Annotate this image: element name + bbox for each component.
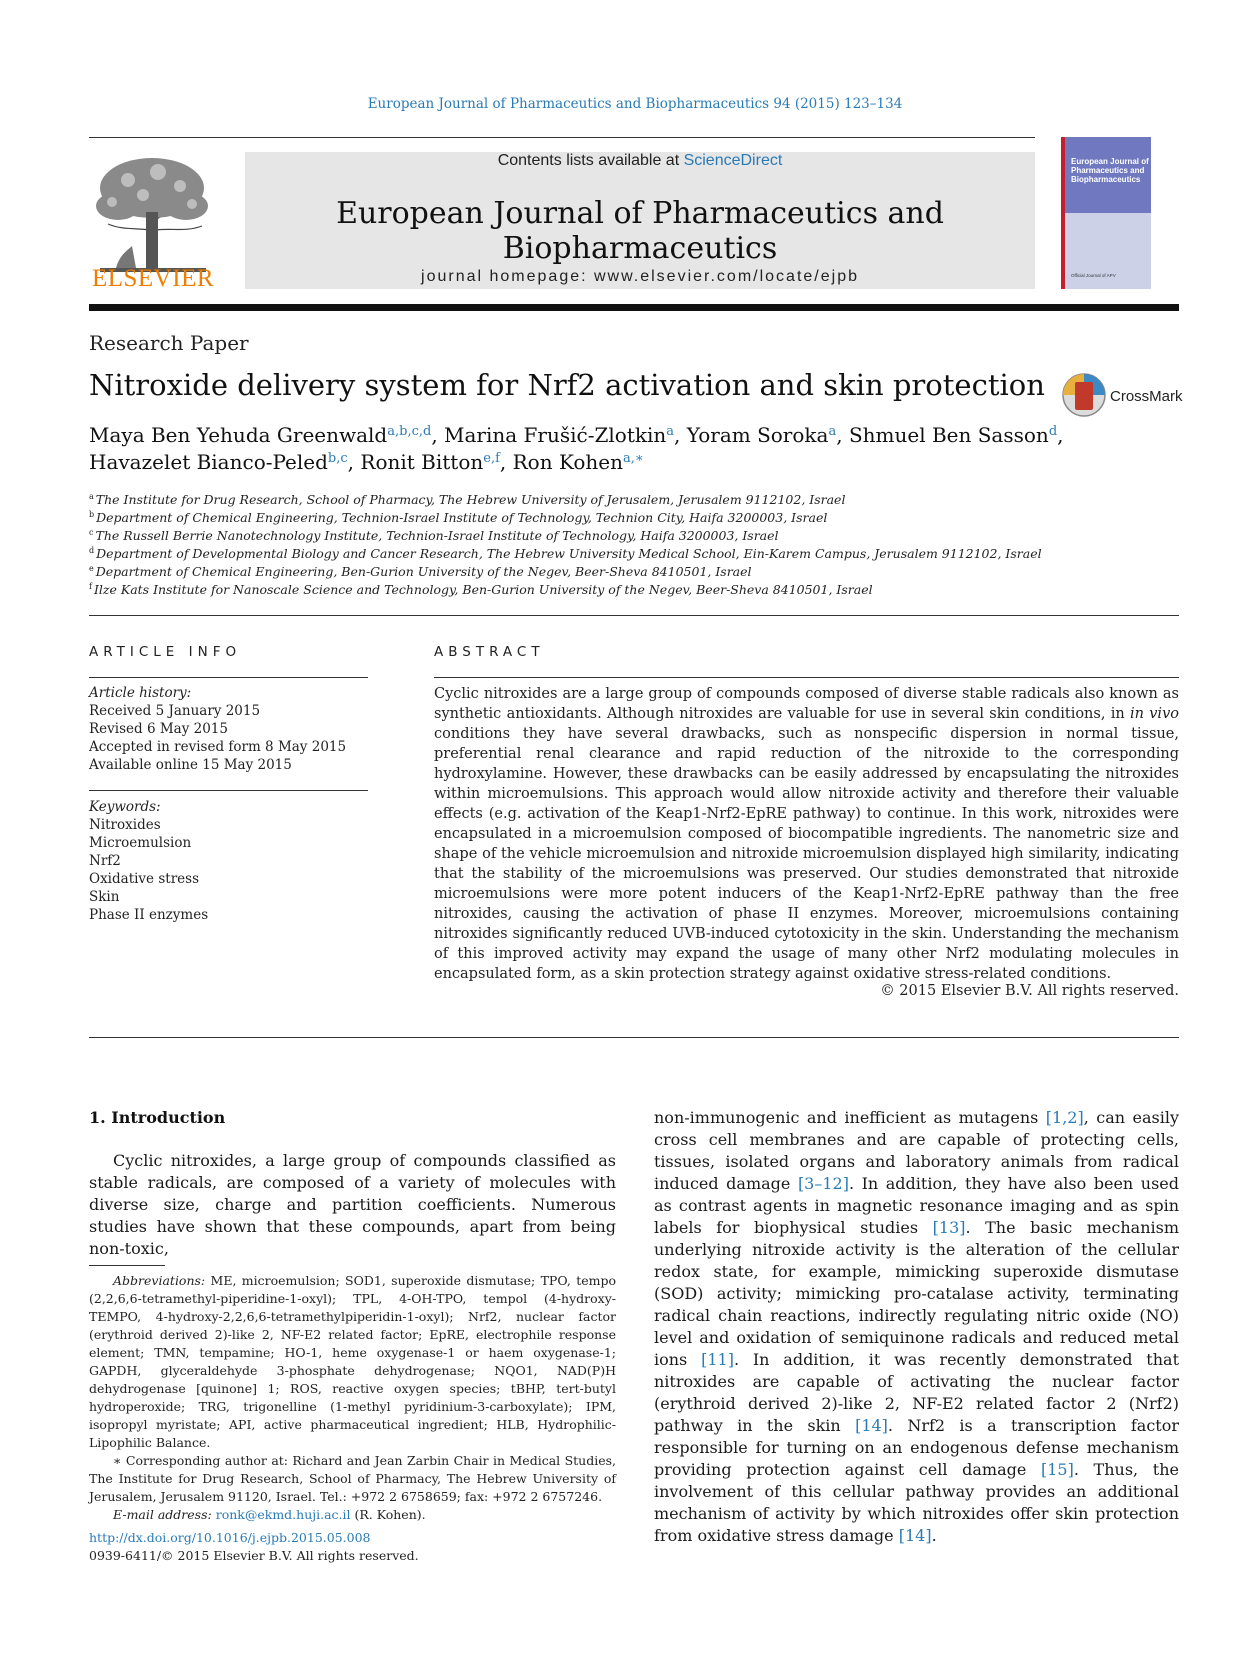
cover-title: European Journal of Pharmaceutics and Biopharmaceutics [1071, 157, 1149, 184]
author-separator: , [347, 450, 361, 474]
divider [434, 677, 1179, 678]
author-affiliation-marks[interactable]: a [666, 424, 675, 439]
intro-text: . Thus, the involvement of this cellular pathway provides an additional mechanism of activity by which nitroxides offer skin protection from oxidative stress damage [654, 1460, 1179, 1545]
affiliation-key: f [89, 582, 92, 591]
keyword: Nrf2 [89, 853, 121, 869]
footnote-email [89, 1506, 616, 1524]
author-list-line-2 [89, 450, 644, 474]
affiliation-key: b [89, 510, 95, 519]
keyword: Phase II enzymes [89, 907, 209, 923]
sciencedirect-link[interactable]: ScienceDirect [683, 152, 783, 169]
affiliation-key: e [89, 564, 94, 573]
article-history [89, 684, 346, 774]
crossmark-icon[interactable] [1061, 372, 1107, 418]
footnotes [89, 1272, 616, 1524]
author-affiliation-marks[interactable]: a [828, 424, 837, 439]
author-affiliation-marks[interactable]: e,f [483, 451, 500, 466]
author-affiliation-marks[interactable]: d [1048, 424, 1058, 439]
keywords-list [89, 798, 208, 924]
affiliation-key: c [89, 528, 94, 537]
email-link[interactable]: ronk@ekmd.huji.ac.il [215, 1507, 351, 1522]
citation-link[interactable]: [14] [898, 1526, 932, 1545]
header-top-rule [89, 137, 1035, 138]
intro-text: . Nrf2 is a transcription factor responsible for turning on an endogenous defense mechanism providing protection against cell damage [654, 1416, 1179, 1479]
author-name[interactable]: Marina Frušić-Zlotkin [444, 423, 667, 447]
journal-citation-link[interactable]: European Journal of Pharmaceutics and Biopharmaceutics 94 (2015) 123–134 [367, 96, 903, 112]
abstract-part: conditions they have several drawbacks, such as nonspecific dispersion in normal tissue, preferential renal clearance and rapid reduction of the nitroxide to the corresponding hydroxylamine. However, these drawbacks can be easily addressed by encapsulating the nitroxides within microemulsions. This approach would allow nitroxide activity and therefore their valuable effects (e.g. activation of the Keap1-Nrf2-EpRE pathway) to continue. In this work, nitroxides were encapsulated in a microemulsion composed of biocompatible ingredients. The nanometric size and shape of the vehicle microemulsion and nitroxide microemulsion displayed high similarity, indicating that the stability of the microemulsions was preserved. Our studies demonstrated that nitroxide microemulsions were more potent inducers of the Keap1-Nrf2-EpRE pathway than the free nitroxides, causing the activation of phase II enzymes. Moreover, microemulsions containing nitroxides significantly reduced UVB-induced cytotoxicity in the skin. Understanding the mechanism of this improved activity may expand the usage of many other Nrf2 modulating molecules in encapsulated form, as a skin protection strategy against oxidative stress-related conditions. [434, 726, 1179, 982]
abstract-italic: in vivo [1129, 706, 1179, 722]
section-heading-introduction: 1. Introduction [89, 1108, 226, 1127]
author-name[interactable]: Shmuel Ben Sasson [848, 423, 1049, 447]
intro-paragraph-left: Cyclic nitroxides, a large group of compounds classified as stable radicals, are composed of a variety of molecules with diverse size, charge and partition coefficients. Numerous studies have shown that these compounds, apart from being non-toxic, [89, 1151, 616, 1258]
abstract-text [434, 684, 1179, 984]
affiliation-c [89, 528, 779, 543]
abstract-heading: ABSTRACT [434, 644, 545, 660]
author-name[interactable]: Ron Kohen [512, 450, 624, 474]
author-separator: , [674, 423, 687, 447]
citation-link[interactable]: [15] [1040, 1460, 1074, 1479]
author-name[interactable]: Havazelet Bianco-Peled [89, 450, 328, 474]
elsevier-wordmark: ELSEVIER [91, 265, 215, 292]
citation-link[interactable]: [11] [701, 1350, 734, 1369]
article-title: Nitroxide delivery system for Nrf2 activation and skin protection [89, 368, 1045, 402]
author-name[interactable]: Ronit Bitton [360, 450, 484, 474]
author-affiliation-marks[interactable]: a,b,c,d [387, 424, 432, 439]
author-separator: , [836, 423, 849, 447]
contents-prefix: Contents lists available at [497, 152, 684, 169]
affiliation-text: Department of Developmental Biology and Cancer Research, The Hebrew University Medical School, Ein-Karem Campus, Jerusalem 9112102, Israel [96, 546, 1042, 561]
journal-name: European Journal of Pharmaceutics and Biopharmaceutics [336, 196, 944, 266]
intro-text: . In addition, it was recently demonstrated that nitroxides are capable of activating the nuclear factor (erythroid derived 2)-like 2, NF-E2 related factor 2 (Nrf2) pathway in the skin [654, 1350, 1179, 1435]
affiliation-text: Department of Chemical Engineering, Technion-Israel Institute of Technology, Technion City, Haifa 3200003, Israel [96, 510, 828, 525]
abstract-part: Cyclic nitroxides are a large group of compounds composed of diverse stable radicals also known as synthetic antioxidants. Although nitroxides are valuable for use in several skin conditions, in [434, 686, 1179, 722]
affiliation-a [89, 492, 845, 507]
keyword: Oxidative stress [89, 871, 199, 887]
abbrev-text: ME, microemulsion; SOD1, superoxide dismutase; TPO, tempo (2,2,6,6-tetramethyl-piperidine-1-oxyl); TPL, 4-OH-TPO, tempol (4-hydroxy-TEMPO, 4-hydroxy-2,2,6,6-tetramethylpiperidin-1-oxyl); Nrf2, nuclear factor (erythroid derived 2)-like 2, NF-E2 related factor; EpRE, electrophile response element; TMN, tempamine; HO-1, heme oxygenase-1 or haem oxygenase-1; GAPDH, glyceraldehyde 3-phosphate dehydrogenase; NQO1, NAD(P)H dehydrogenase [quinone] 1; ROS, reactive oxygen species; tBHP, tert-butyl hydroperoxide; TRG, trigonelline (1-methyl pyridinium-3-carboxylate); IPM, isopropyl myristate; API, active pharmaceutical ingredient; HLB, Hydrophilic-Lipophilic Balance. [89, 1273, 616, 1450]
citation-link[interactable]: [13] [932, 1218, 966, 1237]
intro-text: . [931, 1526, 937, 1545]
keyword: Nitroxides [89, 817, 161, 833]
author-name[interactable]: Yoram Soroka [686, 423, 829, 447]
author-separator: , [431, 423, 445, 447]
abstract-copyright: © 2015 Elsevier B.V. All rights reserved. [880, 983, 1179, 999]
history-label: Article history: [89, 685, 192, 701]
intro-text: . In addition, they have also been used as contrast agents in magnetic resonance imaging and as spin labels for biophysical studies [654, 1174, 1180, 1237]
keywords-label: Keywords: [89, 799, 161, 815]
affiliation-d [89, 546, 1042, 561]
email-suffix: (R. Kohen). [350, 1507, 426, 1522]
affiliation-key: a [89, 492, 94, 501]
affiliation-text: Department of Chemical Engineering, Ben-Gurion University of the Negev, Beer-Sheva 8410501, Israel [95, 564, 752, 579]
history-item: Revised 6 May 2015 [89, 721, 228, 737]
affiliation-e [89, 564, 752, 579]
article-info-heading: ARTICLE INFO [89, 644, 242, 660]
history-item: Available online 15 May 2015 [89, 757, 292, 773]
affiliation-f [89, 582, 873, 597]
footnote-abbreviations [89, 1272, 616, 1452]
author-list-line-1 [89, 423, 1064, 447]
affiliation-text: Ilze Kats Institute for Nanoscale Science and Technology, Ben-Gurion University of the Negev, Beer-Sheva 8410501, Israel [93, 582, 873, 597]
affiliation-text: The Russell Berrie Nanotechnology Institute, Technion-Israel Institute of Technology, Haifa 3200003, Israel [95, 528, 779, 543]
affiliation-b [89, 510, 827, 525]
journal-homepage[interactable]: journal homepage: www.elsevier.com/locate/ejpb [421, 268, 859, 285]
divider [89, 790, 368, 791]
author-name[interactable]: Maya Ben Yehuda Greenwald [89, 423, 388, 447]
author-affiliation-marks[interactable]: b,c [327, 451, 348, 466]
journal-cover-thumbnail [1061, 137, 1151, 289]
history-item: Received 5 January 2015 [89, 703, 261, 719]
divider [89, 615, 1179, 616]
intro-text: non-immunogenic and inefficient as mutagens [654, 1108, 1046, 1127]
affiliation-text: The Institute for Drug Research, School of Pharmacy, The Hebrew University of Jerusalem, Jerusalem 9112102, Israel [95, 492, 846, 507]
affiliation-key: d [89, 546, 95, 555]
doi-link[interactable]: http://dx.doi.org/10.1016/j.ejpb.2015.05.008 [89, 1530, 371, 1545]
citation-link[interactable]: [14] [855, 1416, 888, 1435]
divider [89, 1037, 1179, 1038]
author-separator: , [1057, 423, 1064, 447]
keyword: Skin [89, 889, 120, 905]
history-item: Accepted in revised form 8 May 2015 [89, 739, 347, 755]
footnote-corresponding-author: ∗ Corresponding author at: Richard and Jean Zarbin Chair in Medical Studies, The Institute for Drug Research, School of Pharmacy, The Hebrew University of Jerusalem, Jerusalem 91120, Israel. Tel.: +972 2 6758659; fax: +972 2 6757246. [89, 1453, 616, 1504]
contents-line [245, 152, 1035, 170]
issn-copyright: 0939-6411/© 2015 Elsevier B.V. All rights reserved. [89, 1548, 419, 1563]
email-label: E-mail address: [113, 1507, 212, 1522]
citation-link[interactable]: [3–12] [797, 1174, 849, 1193]
intro-paragraph-right [654, 1107, 1179, 1547]
header-thick-rule [89, 304, 1179, 311]
keyword: Microemulsion [89, 835, 192, 851]
divider [89, 677, 368, 678]
abbrev-label: Abbreviations: [113, 1273, 206, 1288]
author-separator: , [499, 450, 513, 474]
citation-link[interactable]: [1,2] [1045, 1108, 1084, 1127]
intro-text: . The basic mechanism underlying nitroxide activity is the alteration of the cellular redox state, for example, mimicking superoxide dismutase (SOD) activity; mimicking pro-catalase activity, terminating radical chain reactions, indirectly regulating nitric oxide (NO) level and oxidation of semiquinone radicals and reduced metal ions [654, 1218, 1180, 1369]
intro-text: , can easily cross cell membranes and are capable of protecting cells, tissues, isolated organs and laboratory animals from radical induced damage [654, 1108, 1179, 1193]
crossmark-label[interactable]: CrossMark [1110, 388, 1183, 405]
article-type: Research Paper [89, 331, 249, 355]
footnote-rule [89, 1265, 165, 1266]
cover-official-text: Official Journal of APV [1071, 273, 1116, 278]
author-affiliation-marks[interactable]: a,∗ [623, 451, 644, 466]
